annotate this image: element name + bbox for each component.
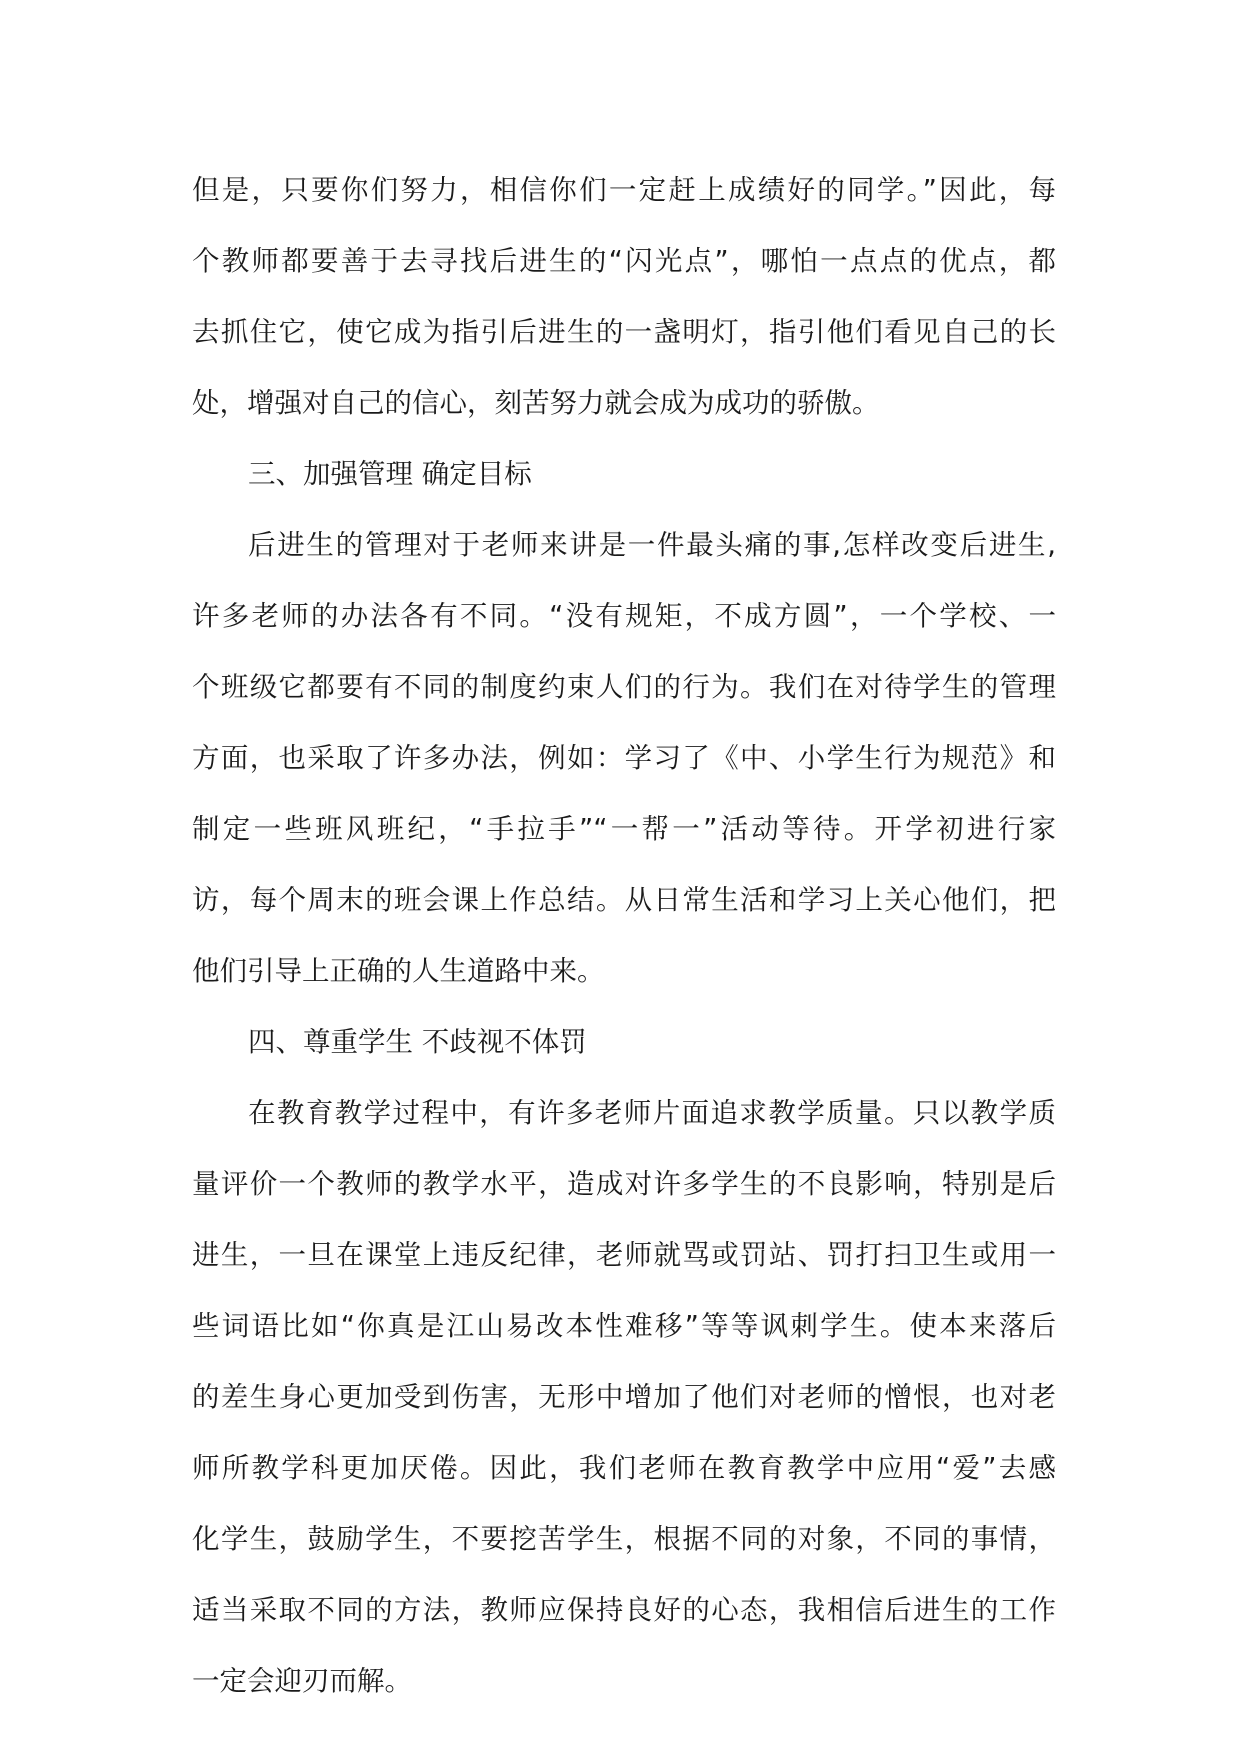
paragraph-line: 后进生的管理对于老师来讲是一件最头痛的事,怎样改变后进生, (248, 529, 1056, 561)
paragraph-line: 些词语比如“你真是江山易改本性难移”等等讽刺学生。使本来落后 (192, 1310, 1056, 1342)
paragraph-line: 量评价一个教师的教学水平，造成对许多学生的不良影响，特别是后 (192, 1168, 1056, 1200)
paragraph-line: 的差生身心更加受到伤害，无形中增加了他们对老师的憎恨，也对老 (192, 1381, 1056, 1413)
paragraph-line: 个教师都要善于去寻找后进生的“闪光点”，哪怕一点点的优点，都 (192, 245, 1056, 277)
paragraph-line: 师所教学科更加厌倦。因此，我们老师在教育教学中应用“爱”去感 (192, 1452, 1056, 1484)
paragraph-line: 处，增强对自己的信心，刻苦努力就会成为成功的骄傲。 (192, 387, 880, 419)
paragraph-line: 化学生，鼓励学生，不要挖苦学生，根据不同的对象，不同的事情， (192, 1523, 1056, 1555)
paragraph-line: 在教育教学过程中，有许多老师片面追求教学质量。只以教学质 (248, 1097, 1056, 1129)
paragraph-line: 方面，也采取了许多办法，例如：学习了《中、小学生行为规范》和 (192, 742, 1056, 774)
paragraph-line: 他们引导上正确的人生道路中来。 (192, 955, 605, 987)
paragraph-line: 一定会迎刃而解。 (192, 1665, 412, 1697)
paragraph-line: 许多老师的办法各有不同。“没有规矩，不成方圆”，一个学校、一 (192, 600, 1056, 632)
paragraph-line: 进生，一旦在课堂上违反纪律，老师就骂或罚站、罚打扫卫生或用一 (192, 1239, 1056, 1271)
document-body (192, 155, 1056, 1717)
paragraph-line: 个班级它都要有不同的制度约束人们的行为。我们在对待学生的管理 (192, 671, 1056, 703)
paragraph-line: 但是，只要你们努力，相信你们一定赶上成绩好的同学。”因此，每 (192, 174, 1056, 206)
paragraph-line: 访，每个周末的班会课上作总结。从日常生活和学习上关心他们，把 (192, 884, 1056, 916)
paragraph-line: 去抓住它，使它成为指引后进生的一盏明灯，指引他们看见自己的长 (192, 316, 1056, 348)
section-heading: 四、尊重学生 不歧视不体罚 (248, 1026, 587, 1058)
section-heading: 三、加强管理 确定目标 (248, 458, 532, 490)
paragraph-line: 制定一些班风班纪，“手拉手”“一帮一”活动等待。开学初进行家 (192, 813, 1056, 845)
paragraph-line: 适当采取不同的方法，教师应保持良好的心态，我相信后进生的工作 (192, 1594, 1056, 1626)
